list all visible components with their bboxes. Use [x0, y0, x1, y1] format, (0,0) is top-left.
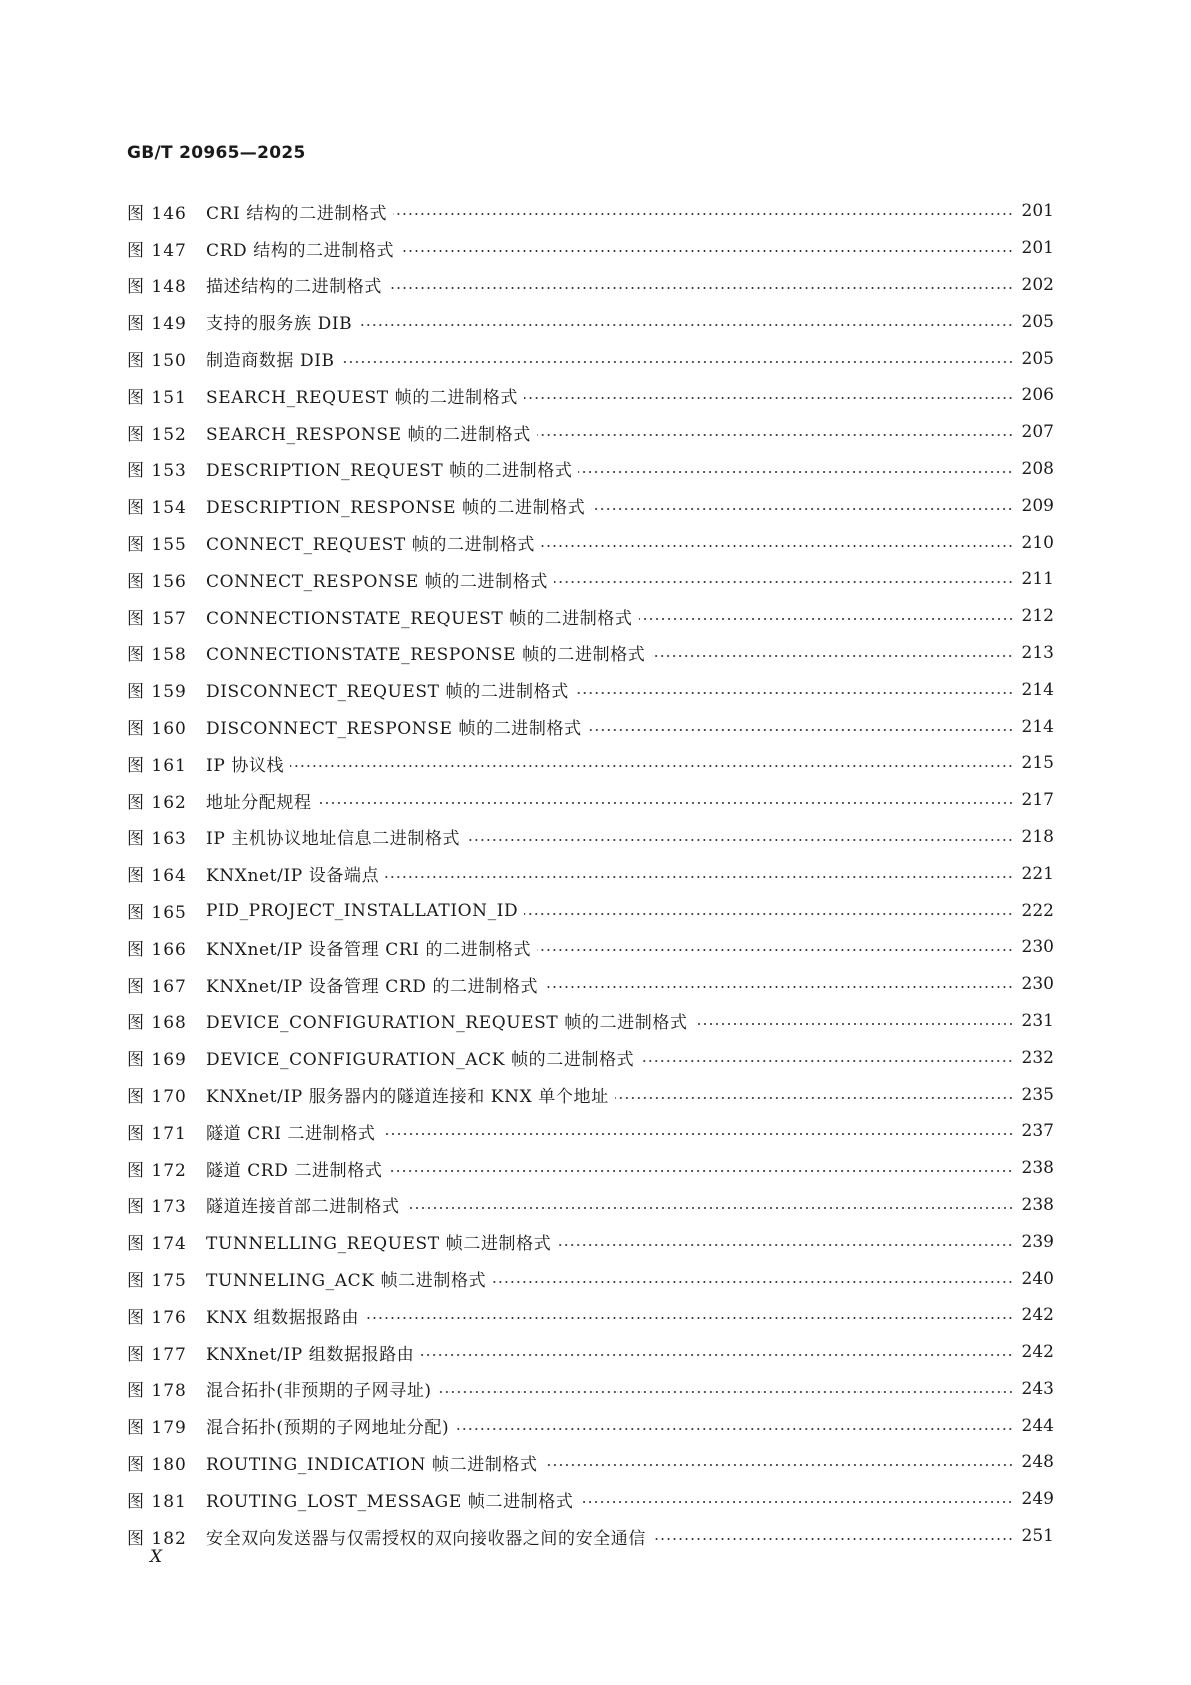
page-ref: 231	[1021, 1010, 1054, 1031]
figure-title: IP 协议栈	[206, 755, 285, 776]
page-ref: 207	[1021, 422, 1054, 443]
figure-title: 地址分配规程	[206, 792, 312, 813]
dot-leader	[537, 434, 1014, 436]
figure-label: 图 155	[127, 535, 187, 556]
figure-label: 图 151	[127, 387, 187, 408]
figure-title: SEARCH_RESPONSE 帧的二进制格式	[206, 424, 531, 445]
figure-label: 图 146	[127, 203, 187, 224]
figure-title: KNXnet/IP 设备管理 CRI 的二进制格式	[206, 939, 532, 960]
toc-entry[interactable]	[127, 1518, 1054, 1555]
toc-entry[interactable]	[127, 1187, 1054, 1224]
figure-title: 支持的服务族 DIB	[206, 314, 353, 335]
figure-title: CRD 结构的二进制格式	[206, 240, 395, 261]
figure-label: 图 180	[127, 1454, 187, 1475]
page-ref: 230	[1021, 974, 1054, 995]
page-ref: 243	[1021, 1378, 1054, 1399]
figure-label: 图 182	[127, 1528, 187, 1549]
figure-label: 图 181	[127, 1491, 187, 1512]
toc-entry[interactable]	[127, 1444, 1054, 1481]
page-ref: 215	[1021, 753, 1054, 774]
toc-entry[interactable]	[127, 966, 1054, 1003]
toc-entry[interactable]	[127, 929, 1054, 966]
dot-leader	[541, 545, 1014, 547]
document-id: GB/T 20965—2025	[127, 143, 306, 163]
toc-entry[interactable]	[127, 303, 1054, 340]
figure-title: PID_PROJECT_INSTALLATION_ID	[206, 900, 519, 921]
dot-leader	[388, 287, 1014, 289]
figure-title: DESCRIPTION_RESPONSE 帧的二进制格式	[206, 498, 586, 519]
toc-entry[interactable]	[127, 193, 1054, 230]
page-ref: 244	[1021, 1415, 1054, 1436]
figure-label: 图 164	[127, 866, 187, 887]
page-ref: 230	[1021, 937, 1054, 958]
figure-label: 图 161	[127, 755, 187, 776]
toc-entry[interactable]	[127, 892, 1054, 929]
figure-title: DEVICE_CONFIGURATION_REQUEST 帧的二进制格式	[206, 1013, 688, 1034]
figure-title: 制造商数据 DIB	[206, 351, 335, 372]
toc-entry[interactable]	[127, 1481, 1054, 1518]
toc-entry[interactable]	[127, 598, 1054, 635]
dot-leader	[388, 1170, 1013, 1172]
page-ref: 208	[1021, 458, 1054, 479]
figure-title: SEARCH_REQUEST 帧的二进制格式	[206, 387, 518, 408]
figure-label: 图 150	[127, 351, 187, 372]
figure-label: 图 165	[127, 903, 187, 924]
dot-leader	[466, 839, 1013, 841]
toc-entry[interactable]	[127, 1407, 1054, 1444]
dot-leader	[393, 213, 1013, 215]
figure-label: 图 147	[127, 240, 187, 261]
figure-title: ROUTING_INDICATION 帧二进制格式	[206, 1454, 538, 1475]
figure-title: 隧道 CRD 二进制格式	[206, 1160, 383, 1181]
page-ref: 206	[1021, 385, 1054, 406]
toc-entry[interactable]	[127, 1150, 1054, 1187]
dot-leader	[651, 655, 1013, 657]
figure-title: 混合拓扑(非预期的子网寻址)	[206, 1381, 432, 1402]
figure-label: 图 172	[127, 1160, 187, 1181]
figure-list	[127, 193, 1054, 1554]
figure-label: 图 178	[127, 1381, 187, 1402]
toc-entry[interactable]	[127, 1260, 1054, 1297]
page-ref: 239	[1021, 1231, 1054, 1252]
page-ref: 201	[1021, 238, 1054, 259]
figure-title: CONNECT_REQUEST 帧的二进制格式	[206, 535, 536, 556]
figure-title: DEVICE_CONFIGURATION_ACK 帧的二进制格式	[206, 1050, 635, 1071]
figure-label: 图 163	[127, 829, 187, 850]
figure-title: 隧道连接首部二进制格式	[206, 1197, 400, 1218]
dot-leader	[640, 1060, 1013, 1062]
page-ref: 205	[1021, 311, 1054, 332]
dot-leader	[615, 1097, 1014, 1099]
toc-entry[interactable]	[127, 230, 1054, 267]
figure-title: KNXnet/IP 设备管理 CRD 的二进制格式	[206, 976, 539, 997]
toc-entry[interactable]	[127, 671, 1054, 708]
dot-leader	[524, 913, 1013, 915]
toc-entry[interactable]	[127, 487, 1054, 524]
dot-leader	[318, 802, 1014, 804]
toc-entry[interactable]	[127, 1334, 1054, 1371]
figure-label: 图 175	[127, 1271, 187, 1291]
toc-entry[interactable]	[127, 1371, 1054, 1408]
figure-title: CONNECT_RESPONSE 帧的二进制格式	[206, 571, 548, 592]
page-ref: 222	[1021, 900, 1054, 921]
toc-entry[interactable]	[127, 855, 1054, 892]
page-ref: 214	[1021, 716, 1054, 737]
figure-title: KNX 组数据报路由	[206, 1307, 360, 1328]
dot-leader	[385, 876, 1013, 878]
figure-label: 图 166	[127, 939, 187, 960]
figure-label: 图 171	[127, 1123, 187, 1144]
figure-label: 图 152	[127, 424, 187, 445]
page-ref: 249	[1021, 1489, 1054, 1510]
page-ref: 248	[1021, 1452, 1054, 1473]
toc-entry[interactable]	[127, 635, 1054, 672]
page-ref: 237	[1021, 1121, 1054, 1142]
toc-entry[interactable]	[127, 708, 1054, 745]
figure-label: 图 158	[127, 645, 187, 666]
page-ref: 242	[1021, 1342, 1054, 1363]
figure-title: KNXnet/IP 组数据报路由	[206, 1344, 415, 1365]
toc-entry[interactable]	[127, 524, 1054, 561]
figure-label: 图 162	[127, 792, 187, 813]
page-ref: 214	[1021, 679, 1054, 700]
figure-title: 安全双向发送器与仅需授权的双向接收器之间的安全通信	[206, 1528, 646, 1549]
dot-leader	[341, 361, 1014, 363]
figure-label: 图 154	[127, 498, 187, 519]
figure-title: TUNNELING_ACK 帧二进制格式	[206, 1271, 487, 1291]
dot-leader	[544, 986, 1013, 988]
dot-leader	[639, 618, 1014, 620]
dot-leader	[406, 1207, 1014, 1209]
toc-entry[interactable]	[127, 451, 1054, 488]
page-ref: 201	[1021, 201, 1054, 222]
toc-entry[interactable]	[127, 1223, 1054, 1260]
dot-leader	[358, 324, 1013, 326]
page-ref: 238	[1021, 1158, 1054, 1179]
page-ref: 212	[1021, 606, 1054, 627]
figure-label: 图 177	[127, 1344, 187, 1365]
dot-leader	[575, 692, 1014, 694]
figure-title: 描述结构的二进制格式	[206, 277, 382, 298]
toc-entry[interactable]	[127, 745, 1054, 782]
page-ref: 210	[1021, 532, 1054, 553]
figure-title: DISCONNECT_RESPONSE 帧的二进制格式	[206, 719, 582, 740]
toc-entry[interactable]	[127, 377, 1054, 414]
toc-entry[interactable]	[127, 819, 1054, 856]
figure-label: 图 157	[127, 608, 187, 629]
toc-entry[interactable]	[127, 561, 1054, 598]
dot-leader	[544, 1464, 1014, 1466]
dot-leader	[400, 250, 1014, 252]
figure-title: ROUTING_LOST_MESSAGE 帧二进制格式	[206, 1491, 574, 1512]
page-ref: 209	[1021, 495, 1054, 516]
figure-title: CONNECTIONSTATE_RESPONSE 帧的二进制格式	[206, 645, 646, 666]
page-number: X	[150, 1547, 163, 1567]
figure-label: 图 168	[127, 1013, 187, 1034]
figure-label: 图 169	[127, 1050, 187, 1071]
dot-leader	[455, 1428, 1013, 1430]
page-ref: 202	[1021, 274, 1054, 295]
page-ref: 242	[1021, 1305, 1054, 1326]
page-ref: 232	[1021, 1047, 1054, 1068]
dot-leader	[492, 1281, 1013, 1283]
page-ref: 211	[1021, 569, 1054, 590]
dot-leader	[290, 765, 1013, 767]
page-ref: 221	[1021, 863, 1054, 884]
figure-label: 图 156	[127, 571, 187, 592]
figure-label: 图 153	[127, 461, 187, 482]
page-ref: 238	[1021, 1194, 1054, 1215]
dot-leader	[557, 1244, 1013, 1246]
figure-label: 图 179	[127, 1418, 187, 1439]
page-ref: 205	[1021, 348, 1054, 369]
figure-title: KNXnet/IP 服务器内的隧道连接和 KNX 单个地址	[206, 1087, 609, 1108]
page-ref: 240	[1021, 1268, 1054, 1289]
toc-entry[interactable]	[127, 1076, 1054, 1113]
figure-title: DESCRIPTION_REQUEST 帧的二进制格式	[206, 461, 573, 482]
figure-label: 图 176	[127, 1307, 187, 1328]
page-ref: 251	[1021, 1526, 1054, 1547]
dot-leader	[524, 397, 1014, 399]
toc-entry[interactable]	[127, 267, 1054, 304]
toc-entry[interactable]	[127, 414, 1054, 451]
page-ref: 217	[1021, 790, 1054, 811]
figure-title: IP 主机协议地址信息二进制格式	[206, 829, 461, 850]
figure-label: 图 173	[127, 1197, 187, 1218]
dot-leader	[591, 508, 1013, 510]
figure-label: 图 149	[127, 314, 187, 335]
page-ref: 218	[1021, 826, 1054, 847]
toc-entry[interactable]	[127, 782, 1054, 819]
toc-entry[interactable]	[127, 1003, 1054, 1040]
figure-label: 图 174	[127, 1234, 187, 1255]
figure-label: 图 167	[127, 976, 187, 997]
figure-title: DISCONNECT_REQUEST 帧的二进制格式	[206, 682, 569, 703]
figure-label: 图 170	[127, 1087, 187, 1108]
page-ref: 213	[1021, 642, 1054, 663]
dot-leader	[382, 1133, 1014, 1135]
figure-title: CRI 结构的二进制格式	[206, 203, 388, 224]
toc-entry[interactable]	[127, 1113, 1054, 1150]
toc-entry[interactable]	[127, 1039, 1054, 1076]
dot-leader	[694, 1023, 1014, 1025]
figure-label: 图 160	[127, 719, 187, 740]
dot-leader	[578, 471, 1013, 473]
dot-leader	[579, 1501, 1013, 1503]
figure-title: 混合拓扑(预期的子网地址分配)	[206, 1418, 450, 1439]
dot-leader	[652, 1538, 1014, 1540]
figure-title: KNXnet/IP 设备端点	[206, 866, 380, 887]
toc-entry[interactable]	[127, 340, 1054, 377]
figure-label: 图 159	[127, 682, 187, 703]
figure-title: TUNNELLING_REQUEST 帧二进制格式	[206, 1234, 552, 1255]
dot-leader	[365, 1317, 1013, 1319]
page-ref: 235	[1021, 1084, 1054, 1105]
figure-title: 隧道 CRI 二进制格式	[206, 1123, 376, 1144]
figure-label: 图 148	[127, 277, 187, 298]
dot-leader	[554, 581, 1014, 583]
toc-entry[interactable]	[127, 1297, 1054, 1334]
dot-leader	[438, 1391, 1014, 1393]
dot-leader	[537, 949, 1013, 951]
dot-leader	[588, 729, 1014, 731]
dot-leader	[420, 1354, 1013, 1356]
figure-title: CONNECTIONSTATE_REQUEST 帧的二进制格式	[206, 608, 633, 629]
